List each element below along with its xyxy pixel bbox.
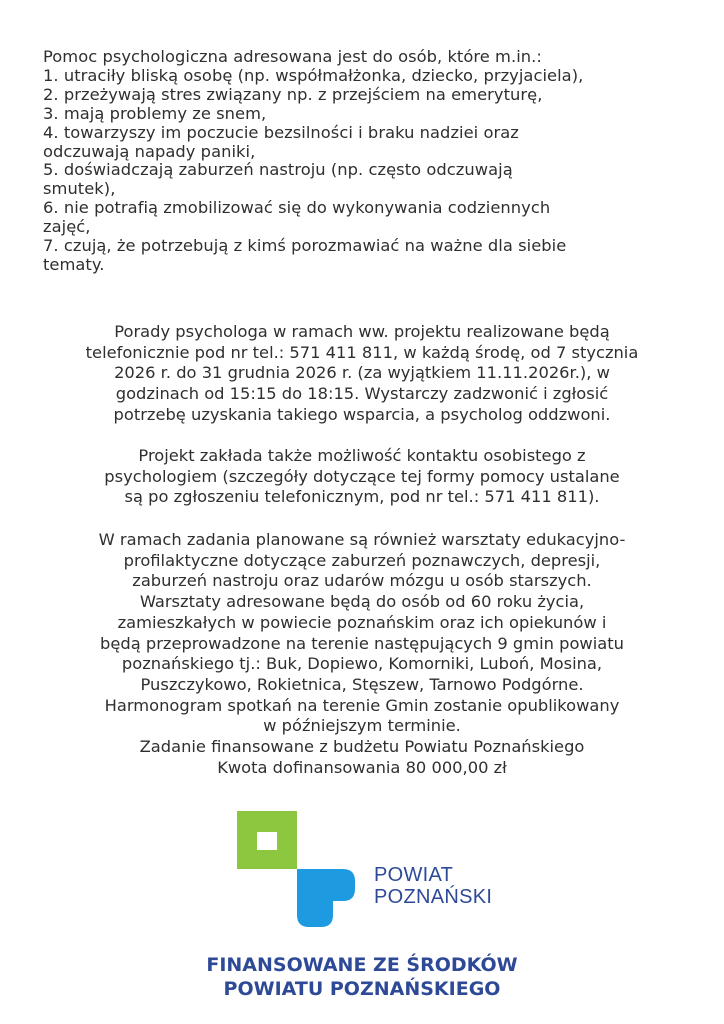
- paragraph-line: godzinach od 15:15 do 18:15. Wystarczy zadzwonić i zgłosić: [115, 384, 609, 404]
- paragraph-line: w późniejszym terminie.: [263, 716, 461, 736]
- paragraph-line: poznańskiego tj.: Buk, Dopiewo, Komorniki, Luboń, Mosina,: [121, 654, 603, 674]
- logo-square-hole: [257, 832, 277, 850]
- paragraph-line: W ramach zadania planowane są również warsztaty edukacyjno-: [98, 530, 626, 549]
- list-item-continued: tematy.: [43, 254, 105, 274]
- funding-source-line: Zadanie finansowane z budżetu Powiatu Poznańskiego: [139, 737, 585, 757]
- list-item-continued: zajęć,: [43, 217, 91, 237]
- personal-contact-paragraph: [20, 446, 704, 508]
- target-group-list: [43, 48, 703, 275]
- list-item-continued: smutek),: [43, 179, 116, 199]
- workshops-paragraph: [20, 530, 704, 778]
- list-item: 4. towarzyszy im poczucie bezsilności i braku nadziei oraz: [43, 122, 519, 142]
- funding-banner-line: POWIATU POZNAŃSKIEGO: [223, 978, 501, 1000]
- paragraph-line: zaburzeń nastroju oraz udarów mózgu u osób starszych.: [132, 571, 592, 591]
- list-item-continued: odczuwają napady paniki,: [43, 141, 256, 161]
- list-intro: Pomoc psychologiczna adresowana jest do osób, które m.in.:: [43, 47, 542, 66]
- logo-word-powiat: POWIAT: [374, 864, 454, 886]
- phone-consultation-paragraph: [20, 322, 704, 426]
- funding-amount-line: Kwota dofinansowania 80 000,00 zł: [217, 757, 507, 777]
- logo-green-square-icon: [237, 811, 297, 869]
- list-item: 2. przeżywają stres związany np. z przejściem na emeryturę,: [43, 84, 543, 104]
- paragraph-line: psychologiem (szczegóły dotyczące tej formy pomocy ustalane: [104, 466, 620, 486]
- paragraph-line: Harmonogram spotkań na terenie Gmin zostanie opublikowany: [104, 695, 620, 715]
- paragraph-line: 2026 r. do 31 grudnia 2026 r. (za wyjątkiem 11.11.2026r.), w: [114, 363, 610, 383]
- paragraph-line: telefonicznie pod nr tel.: 571 411 811, w każdą środę, od 7 stycznia: [85, 342, 639, 362]
- list-item: 5. doświadczają zaburzeń nastroju (np. często odczuwają: [43, 160, 513, 180]
- list-item: 6. nie potrafią zmobilizować się do wykonywania codziennych: [43, 198, 551, 218]
- paragraph-line: Porady psychologa w ramach ww. projektu realizowane będą: [114, 322, 610, 341]
- paragraph-line: Warsztaty adresowane będą do osób od 60 roku życia,: [139, 592, 585, 612]
- paragraph-line: zamieszkałych w powiecie poznańskim oraz ich opiekunów i: [117, 612, 607, 632]
- logo-word-poznanski: POZNAŃSKI: [374, 886, 493, 908]
- paragraph-line: profilaktyczne dotyczące zaburzeń poznawczych, depresji,: [123, 550, 601, 570]
- logo-wordmark: [374, 864, 492, 908]
- paragraph-line: są po zgłoszeniu telefonicznym, pod nr tel.: 571 411 811).: [124, 487, 600, 507]
- list-item: 1. utraciły bliską osobę (np. współmałżonka, dziecko, przyjaciela),: [43, 65, 584, 85]
- paragraph-line: Projekt zakłada także możliwość kontaktu osobistego z: [138, 446, 586, 465]
- funding-banner-line: FINANSOWANE ZE ŚRODKÓW: [206, 954, 518, 976]
- list-item: 7. czują, że potrzebują z kimś porozmawiać na ważne dla siebie: [43, 236, 567, 256]
- paragraph-line: będą przeprowadzone na terenie następujących 9 gmin powiatu: [100, 633, 624, 653]
- paragraph-line: Puszczykowo, Rokietnica, Stęszew, Tarnowo Podgórne.: [140, 674, 584, 694]
- logo-blue-p-icon: [297, 869, 355, 927]
- funding-banner: [0, 953, 724, 1001]
- paragraph-line: potrzebę uzyskania takiego wsparcia, a psycholog oddzwoni.: [113, 404, 611, 424]
- list-item: 3. mają problemy ze snem,: [43, 103, 267, 123]
